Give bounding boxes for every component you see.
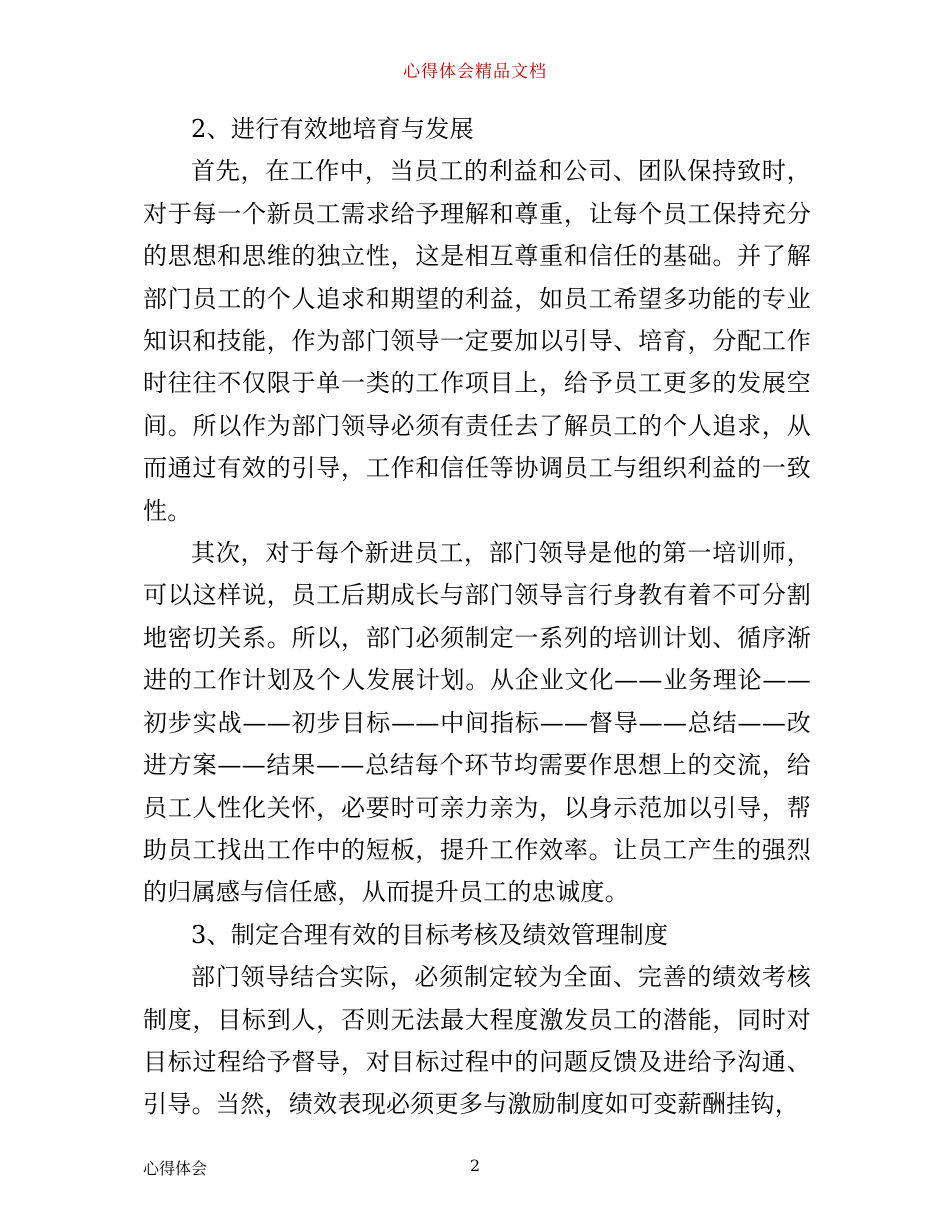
footer-label: 心得体会 [143,1159,208,1178]
body-paragraph: 其次，对于每个新进员工，部门领导是他的第一培训师，可以这样说，员工后期成长与部门领导言行身教有着不可分割地密切关系。所以，部门必须制定一系列的培训计划、循序渐进的工作计划及个人发展计划。从企业文化——业务理论——初步实战——初步目标——中间指标——督导——总结——改进方案——结果——总结每个环节均需要作思想上的交流，给员工人性化关怀，必要时可亲力亲为，以身示范加以引导，帮助员工找出工作中的短板，提升工作效率。让员工产生的强烈的归属感与信任感，从而提升员工的忠诚度。 [143,539,811,907]
section-heading: 2、进行有效地培育与发展 [191,115,474,143]
document-body [143,108,811,1126]
body-paragraph: 部门领导结合实际，必须制定较为全面、完善的绩效考核制度，目标到人，否则无法最大程度激发员工的潜能，同时对目标过程给予督导，对目标过程中的问题反馈及进给予沟通、引导。当然，绩效表现必须更多与激励制度如可变薪酬挂钩， [143,963,811,1119]
section-heading: 3、制定合理有效的目标考核及绩效管理制度 [191,920,669,949]
page-number: 2 [469,1156,481,1175]
body-paragraph: 首先，在工作中，当员工的利益和公司、团队保持致时，对于每一个新员工需求给予理解和尊重，让每个员工保持充分的思想和思维的独立性，这是相互尊重和信任的基础。并了解部门员工的个人追求和期望的利益，如员工希望多功能的专业知识和技能，作为部门领导一定要加以引导、培育，分配工作时往往不仅限于单一类的工作项目上，给予员工更多的发展空间。所以作为部门领导必须有责任去了解员工的个人追求，从而通过有效的引导，工作和信任等协调员工与组织利益的一致性。 [143,157,811,525]
document-header-title: 心得体会精品文档 [403,62,547,82]
